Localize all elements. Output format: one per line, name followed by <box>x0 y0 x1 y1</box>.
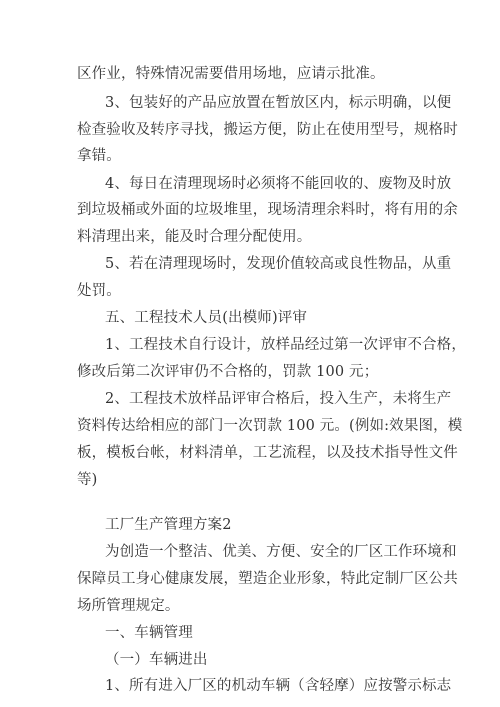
section-title: 工厂生产管理方案2 <box>105 517 232 533</box>
paragraph-line: 1、所有进入厂区的机动车辆（含轻摩）应按警示标志 <box>105 678 452 694</box>
paragraph-line: 保障员工身心健康发展，塑造企业形象，特此定制厂区公共 <box>77 571 458 587</box>
paragraph-line: 等) <box>77 472 98 488</box>
subsection-heading: （一）车辆进出 <box>105 652 208 668</box>
paragraph-line: 场所管理规定。 <box>77 598 180 614</box>
paragraph-line: 区作业，特殊情况需要借用场地，应请示批准。 <box>77 66 385 82</box>
paragraph-line: 5、若在清理现场时，发现价值较高或良性物品，从重 <box>105 256 452 272</box>
paragraph-line: 2、工程技术放样品评审合格后，投入生产，未将生产 <box>105 391 452 407</box>
paragraph-line: 板，模板台帐，材料清单，工艺流程，以及技术指导性文件 <box>77 445 458 461</box>
paragraph-line: 4、每日在清理现场时必须将不能回收的、废物及时放 <box>105 176 452 192</box>
paragraph-line: 修改后第二次评审仍不合格的，罚款 100 元； <box>77 364 379 380</box>
paragraph-line: 料清理出来，能及时合理分配使用。 <box>77 229 312 245</box>
paragraph-line: 检查验收及转序寻找，搬运方便，防止在使用型号，规格时 <box>77 122 458 138</box>
section-heading: 五、工程技术人员(出模师)评审 <box>105 310 308 326</box>
paragraph-line: 为创造一个整洁、优美、方便、安全的厂区工作环境和 <box>105 544 457 560</box>
paragraph-line: 3、包装好的产品应放置在暂放区内，标示明确，以便 <box>105 95 452 111</box>
paragraph-line: 1、工程技术自行设计，放样品经过第一次评审不合格， <box>105 337 466 353</box>
section-heading: 一、车辆管理 <box>105 625 193 641</box>
paragraph-line: 拿错。 <box>77 148 121 164</box>
paragraph-line: 资料传达给相应的部门一次罚款 100 元。(例如:效果图，模 <box>77 418 463 434</box>
paragraph-line: 处罚。 <box>77 283 121 299</box>
paragraph-line: 到垃圾桶或外面的垃圾堆里，现场清理余料时，将有用的余 <box>77 202 458 218</box>
